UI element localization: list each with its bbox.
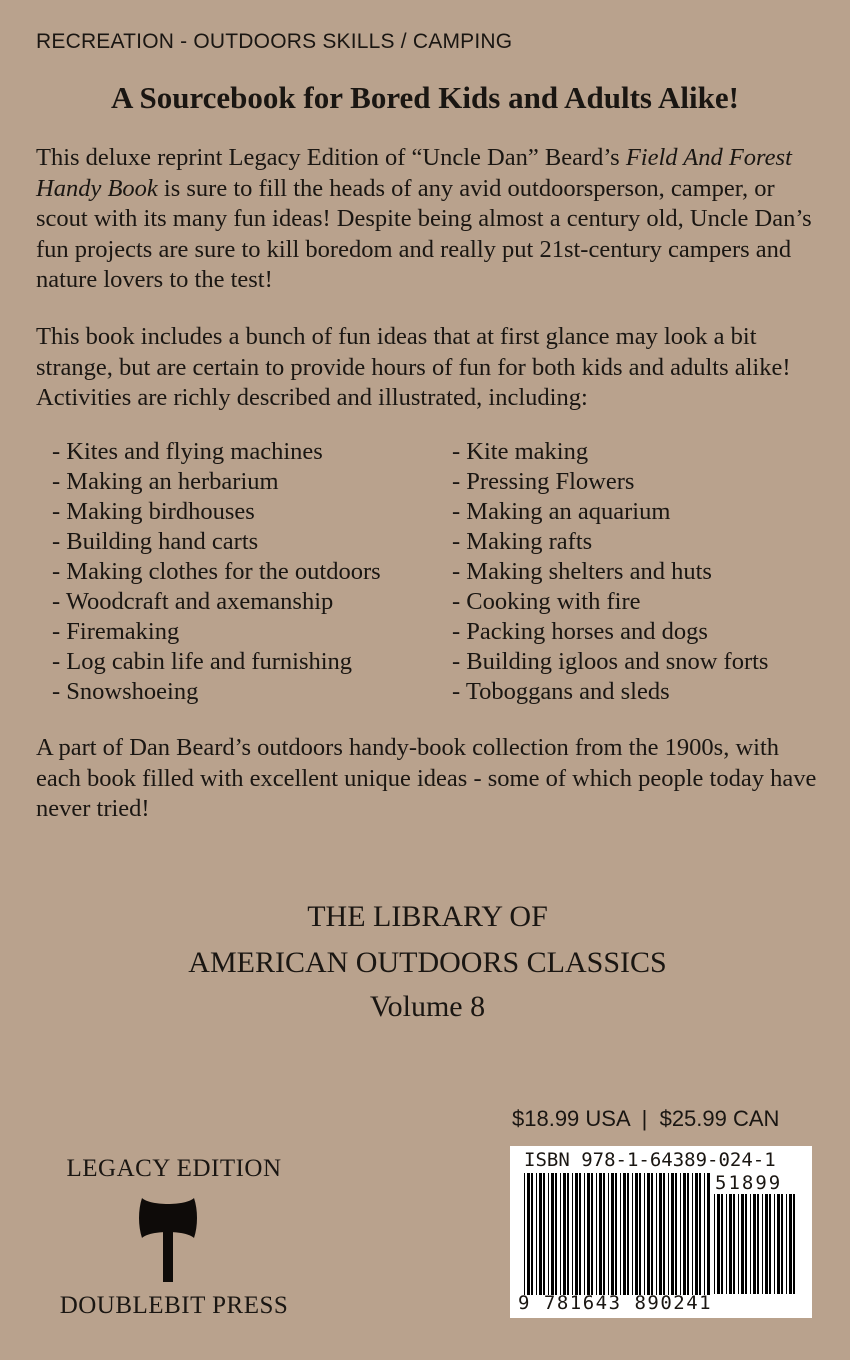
- activity-item: - Woodcraft and axemanship: [52, 588, 334, 615]
- barcode-bar: [632, 1173, 633, 1295]
- barcode-bar: [651, 1173, 653, 1295]
- barcode-bar: [627, 1173, 629, 1295]
- barcode-bar: [663, 1173, 665, 1295]
- barcode-bar: [644, 1173, 645, 1295]
- barcode-bar: [726, 1194, 727, 1294]
- barcode-bar: [750, 1194, 751, 1294]
- barcode-bar: [789, 1194, 792, 1294]
- barcode-bar: [536, 1173, 537, 1295]
- activity-item: - Snowshoeing: [52, 678, 199, 705]
- price-label: $18.99 USA | $25.99 CAN: [512, 1106, 780, 1131]
- barcode-bar: [714, 1194, 715, 1294]
- barcode-bar: [675, 1173, 677, 1295]
- barcode-bar: [793, 1194, 795, 1294]
- barcode-bar: [656, 1173, 657, 1295]
- intro-paragraph: [36, 143, 826, 296]
- barcode-bar: [543, 1173, 545, 1295]
- legacy-edition-label: LEGACY EDITION: [66, 1155, 282, 1182]
- barcode-bar: [635, 1173, 638, 1295]
- isbn-barcode: [510, 1146, 812, 1318]
- barcode-bar: [695, 1173, 698, 1295]
- activity-item: - Cooking with fire: [452, 588, 641, 615]
- activity-item: - Firemaking: [52, 618, 180, 645]
- barcode-bar: [769, 1194, 771, 1294]
- activity-item: - Building hand carts: [52, 528, 259, 555]
- activity-item: - Kite making: [452, 438, 589, 465]
- barcode-bar: [591, 1173, 593, 1295]
- barcode-bar: [704, 1173, 705, 1295]
- activities-list-right: [452, 437, 768, 707]
- barcode-bar: [762, 1194, 763, 1294]
- barcode-bar: [781, 1194, 783, 1294]
- series-volume: Volume 8: [369, 990, 486, 1023]
- activity-item: - Pressing Flowers: [452, 468, 635, 495]
- barcode-bar: [687, 1173, 689, 1295]
- barcode-bar: [539, 1173, 542, 1295]
- activity-item: - Log cabin life and furnishing: [52, 648, 353, 675]
- barcode-bar: [777, 1194, 780, 1294]
- activity-item: - Making rafts: [452, 528, 593, 555]
- barcode-bar: [668, 1173, 669, 1295]
- price-code: 51899: [715, 1172, 783, 1194]
- activity-item: - Packing horses and dogs: [452, 618, 708, 645]
- barcode-bar: [551, 1173, 554, 1295]
- axe-icon: [138, 1196, 198, 1282]
- barcode-bar: [599, 1173, 602, 1295]
- barcode-bar: [741, 1194, 744, 1294]
- activity-item: - Making shelters and huts: [452, 558, 712, 585]
- barcode-bar: [620, 1173, 621, 1295]
- barcode-bar: [563, 1173, 566, 1295]
- barcode-bar: [560, 1173, 561, 1295]
- barcode-bar: [584, 1173, 585, 1295]
- barcode-bar: [524, 1173, 525, 1295]
- barcode-bar: [753, 1194, 756, 1294]
- barcode-bar: [680, 1173, 681, 1295]
- barcode-bar: [575, 1173, 578, 1295]
- intro-text-after: is sure to fill the heads of any avid outdoorsperson, camper, or scout with its many fun ideas! Despite being almost a century old, Uncle Dan’s fun projects are sure to kill boredom and really put 21st-century campers and nature lovers to the test!: [36, 174, 812, 293]
- barcode-bar: [707, 1173, 710, 1295]
- barcode-bar: [774, 1194, 775, 1294]
- activity-item: - Making an aquarium: [452, 498, 671, 525]
- isbn-text: ISBN 978-1-64389-024-1: [524, 1149, 776, 1171]
- barcode-bar: [623, 1173, 626, 1295]
- barcode-bar: [639, 1173, 641, 1295]
- activities-list-left: [52, 437, 381, 707]
- ean-barcode-bars: [524, 1173, 710, 1295]
- barcode-bar: [608, 1173, 609, 1295]
- barcode-bar: [671, 1173, 674, 1295]
- barcode-bar: [647, 1173, 650, 1295]
- book-title: Field And Forest Handy Book: [36, 144, 792, 202]
- activities-intro-paragraph: This book includes a bunch of fun ideas that at first glance may look a bit strange, but are certain to provide hours of fun for both kids and adults alike! Activities are richly described and illustrated, including:: [36, 323, 791, 411]
- barcode-bar: [733, 1194, 735, 1294]
- barcode-bar: [596, 1173, 597, 1295]
- barcode-bar: [717, 1194, 720, 1294]
- barcode-bar: [611, 1173, 614, 1295]
- series-line-2: AMERICAN OUTDOORS CLASSICS: [188, 946, 667, 979]
- activity-item: - Toboggans and sleds: [452, 678, 670, 705]
- activity-item: - Making birdhouses: [52, 498, 255, 525]
- barcode-bar: [699, 1173, 701, 1295]
- barcode-bar: [548, 1173, 549, 1295]
- activity-item: - Making an herbarium: [52, 468, 279, 495]
- barcode-bar: [531, 1173, 533, 1295]
- category-label: RECREATION - OUTDOORS SKILLS / CAMPING: [36, 30, 513, 53]
- barcode-bar: [757, 1194, 759, 1294]
- barcode-bar: [527, 1173, 530, 1295]
- barcode-bar: [572, 1173, 573, 1295]
- barcode-bar: [555, 1173, 557, 1295]
- barcode-bar: [603, 1173, 605, 1295]
- barcode-bar: [738, 1194, 739, 1294]
- barcode-bar: [683, 1173, 686, 1295]
- barcode-bar: [692, 1173, 693, 1295]
- activity-item: - Kites and flying machines: [52, 438, 323, 465]
- ean-digits: 9 781643 890241: [518, 1292, 713, 1314]
- price-addon-bars: [714, 1194, 800, 1294]
- barcode-bar: [587, 1173, 590, 1295]
- barcode-bar: [615, 1173, 617, 1295]
- activity-item: - Making clothes for the outdoors: [52, 558, 381, 585]
- series-line-1: THE LIBRARY OF: [307, 900, 548, 933]
- barcode-bar: [579, 1173, 581, 1295]
- publisher-name: DOUBLEBIT PRESS: [59, 1292, 289, 1319]
- intro-text-before: This deluxe reprint Legacy Edition of “Uncle Dan” Beard’s: [36, 144, 626, 171]
- barcode-bar: [786, 1194, 787, 1294]
- collection-paragraph: A part of Dan Beard’s outdoors handy-book collection from the 1900s, with each book filled with excellent unique ideas - some of which people today have never tried!: [36, 734, 817, 822]
- activity-item: - Building igloos and snow forts: [452, 648, 769, 675]
- barcode-bar: [745, 1194, 747, 1294]
- barcode-bar: [567, 1173, 569, 1295]
- headline: A Sourcebook for Bored Kids and Adults Alike!: [111, 80, 739, 115]
- barcode-bar: [765, 1194, 768, 1294]
- barcode-bar: [721, 1194, 723, 1294]
- barcode-bar: [659, 1173, 662, 1295]
- barcode-bar: [729, 1194, 732, 1294]
